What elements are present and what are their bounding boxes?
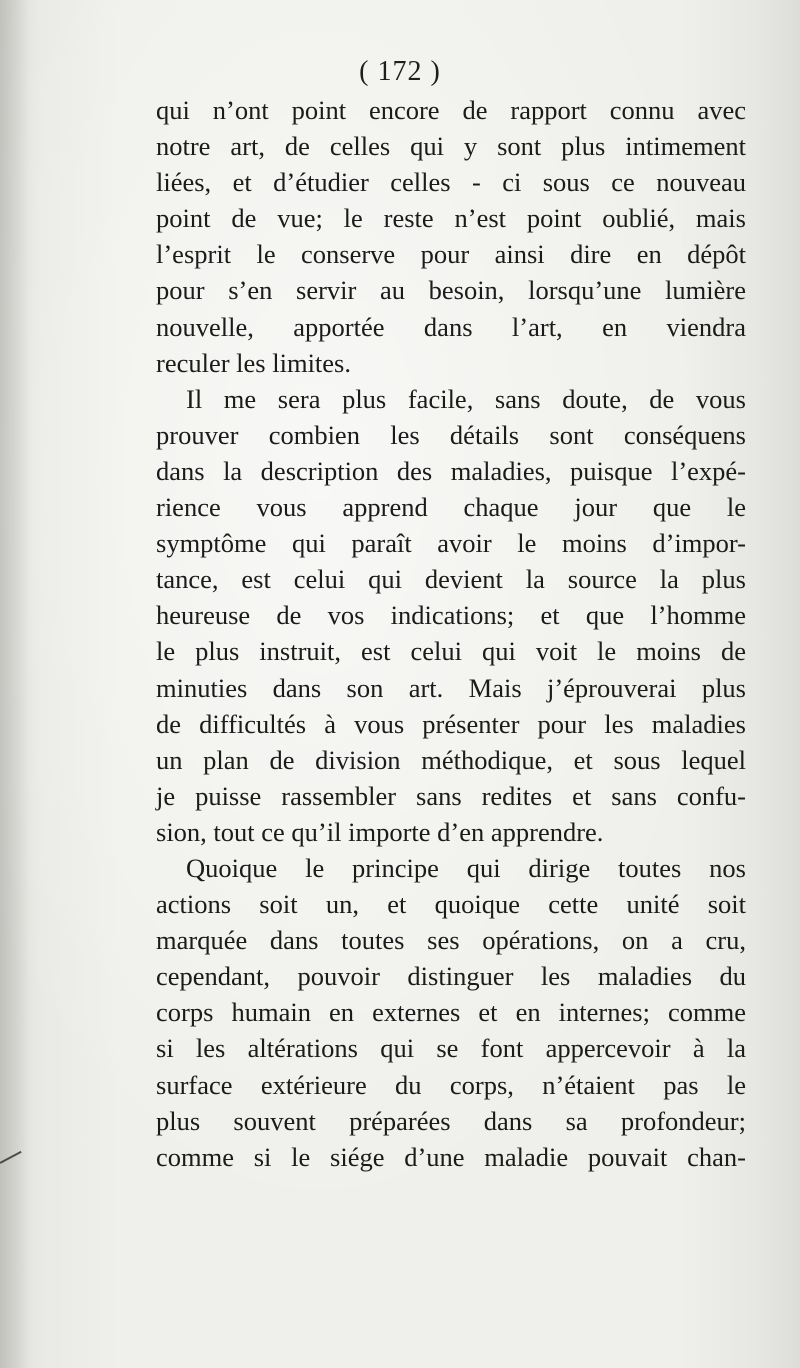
text-line: nouvelle, apportée dans l’art, en viendra [156,311,746,342]
text-line: l’esprit le conserve pour ainsi dire en dépôt [156,239,746,270]
text-line: reculer les limites. [156,347,351,378]
page-fold-shadow [0,0,30,1368]
text-line: corps humain en externes et en internes; comme [156,997,746,1028]
text-line: de difficultés à vous présenter pour les maladies [156,708,746,739]
text-line: je puisse rassembler sans redites et sans confu- [156,780,746,811]
text-line: liées, et d’étudier celles - ci sous ce nouveau [156,167,746,198]
paragraph-1 [156,92,746,381]
text-line: tance, est celui qui devient la source la plus [156,564,746,595]
text-line: Il me sera plus facile, sans doute, de vous [186,383,746,414]
text-line: notre art, de celles qui y sont plus intimement [156,131,746,162]
text-line: actions soit un, et quoique cette unité soit [156,889,746,920]
paragraph-3 [156,850,746,1175]
text-line: dans la description des maladies, puisque l’expé- [156,455,746,486]
text-line: si les altérations qui se font appercevoir à la [156,1033,746,1064]
text-line: pour s’en servir au besoin, lorsqu’une lumière [156,275,746,306]
text-line: surface extérieure du corps, n’étaient pas le [156,1069,746,1100]
text-line: un plan de division méthodique, et sous lequel [156,744,746,775]
text-line: symptôme qui paraît avoir le moins d’impor- [156,528,746,559]
text-line: prouver combien les détails sont conséquens [156,419,746,450]
text-line: Quoique le principe qui dirige toutes nos [186,852,746,883]
text-line: sion, tout ce qu’il importe d’en apprendre. [156,816,604,847]
text-line: cependant, pouvoir distinguer les maladies du [156,961,746,992]
text-line: rience vous apprend chaque jour que le [156,492,746,523]
text-line: minuties dans son art. Mais j’éprouverai plus [156,672,746,703]
text-line: point de vue; le reste n’est point oublié, mais [156,203,746,234]
page-number: ( 172 ) [359,56,441,87]
paragraph-2 [156,381,746,850]
text-line: comme si le siége d’une maladie pouvait chan- [156,1141,746,1172]
text-line: qui n’ont point encore de rapport connu avec [156,95,746,125]
text-line: plus souvent préparées dans sa profondeur; [156,1105,746,1136]
text-line: heureuse de vos indications; et que l’homme [156,600,746,631]
text-line: marquée dans toutes ses opérations, on a cru, [156,925,746,956]
body-text [156,92,746,1175]
text-line: le plus instruit, est celui qui voit le moins de [156,636,746,667]
